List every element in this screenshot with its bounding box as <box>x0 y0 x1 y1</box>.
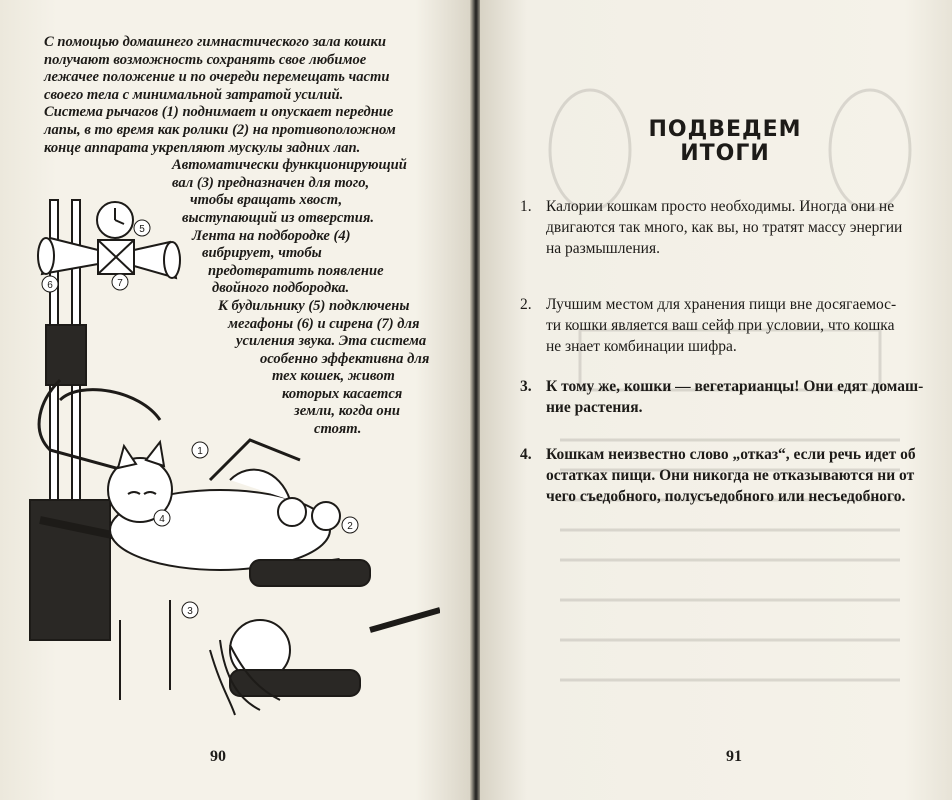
list-item-line: ти кошки является ваш сейф при условии, что кошка <box>546 317 895 334</box>
text-line: тех кошек, живот <box>272 368 395 385</box>
text-line: стоят. <box>314 421 362 438</box>
page-number: 90 <box>210 748 226 765</box>
text-line: получают возможность сохранять свое любимое <box>44 51 367 68</box>
text-line: мегафоны (6) и сирена (7) для <box>228 315 420 332</box>
text-line: лежачее положение и по очереди перемещать части <box>44 69 390 86</box>
callout-label: 5 <box>139 224 145 235</box>
callout-label: 4 <box>159 514 165 525</box>
list-item <box>520 444 940 507</box>
text-line: вибрирует, чтобы <box>202 245 322 262</box>
title-line: ИТОГИ <box>680 141 770 166</box>
list-item-number: 3. <box>520 378 532 395</box>
text-line: Автоматически функционирующий <box>172 157 407 174</box>
text-line: К будильнику (5) подключены <box>218 297 410 314</box>
left-page <box>0 0 472 800</box>
callout-label: 3 <box>187 606 193 617</box>
list-item <box>520 376 940 418</box>
text-line: усиления звука. Эта система <box>236 333 427 350</box>
text-line: двойного подбородка. <box>212 280 350 297</box>
text-line: особенно эффективна для <box>260 350 430 367</box>
list-item-number: 1. <box>520 198 532 215</box>
intro-paragraph <box>44 34 454 157</box>
text-line: выступающий из отверстия. <box>182 209 375 226</box>
text-line: земли, когда они <box>294 403 400 420</box>
text-line: которых касается <box>282 385 403 402</box>
list-item-line: на размышления. <box>546 240 660 257</box>
right-page <box>480 0 952 800</box>
list-item-line: чего съедобного, полусъедобного или несъедобного. <box>546 488 906 505</box>
list-item-line: К тому же, кошки — вегетарианцы! Они едят домаш- <box>546 378 924 395</box>
text-line: вал (3) предназначен для того, <box>172 174 370 191</box>
callout-label: 7 <box>117 278 123 289</box>
text-line: своего тела с минимальной затратой усилий. <box>44 86 344 103</box>
page-number: 91 <box>726 748 742 765</box>
text-line: С помощью домашнего гимнастического зала кошки <box>44 34 386 50</box>
list-item-line: остатках пищи. Они никогда не отказываются ни от <box>546 467 915 484</box>
list-item-number: 4. <box>520 446 532 463</box>
text-line: предотвратить появление <box>208 262 384 279</box>
callout-label: 2 <box>347 521 353 532</box>
list-item-line: Лучшим местом для хранения пищи вне досягаемос- <box>546 296 897 313</box>
callout-label: 1 <box>197 446 203 457</box>
list-item-line: не знает комбинации шифра. <box>546 338 737 355</box>
title-line: ПОДВЕДЕМ <box>648 117 802 142</box>
text-line: чтобы вращать хвост, <box>190 192 343 209</box>
list-item-line: Кошкам неизвестно слово „отказ“, если речь идет об <box>546 446 916 463</box>
callout-label: 6 <box>47 280 53 291</box>
list-item-line: двигаются так много, как вы, но тратят массу энергии <box>546 219 903 236</box>
cat-gym-illustration <box>20 180 440 720</box>
list-item-line: ние растения. <box>546 399 643 416</box>
text-line: лапы, в то время как ролики (2) на противоположном <box>44 121 396 138</box>
page-title <box>610 118 840 166</box>
list-item-line: Калории кошкам просто необходимы. Иногда они не <box>546 198 895 215</box>
list-item-number: 2. <box>520 296 532 313</box>
text-line: Система рычагов (1) поднимает и опускает передние <box>44 104 394 121</box>
list-item <box>520 294 940 357</box>
list-item <box>520 196 940 259</box>
text-line: Лента на подбородке (4) <box>192 227 351 244</box>
text-line: конце аппарата укрепляют мускулы задних лап. <box>44 139 361 156</box>
